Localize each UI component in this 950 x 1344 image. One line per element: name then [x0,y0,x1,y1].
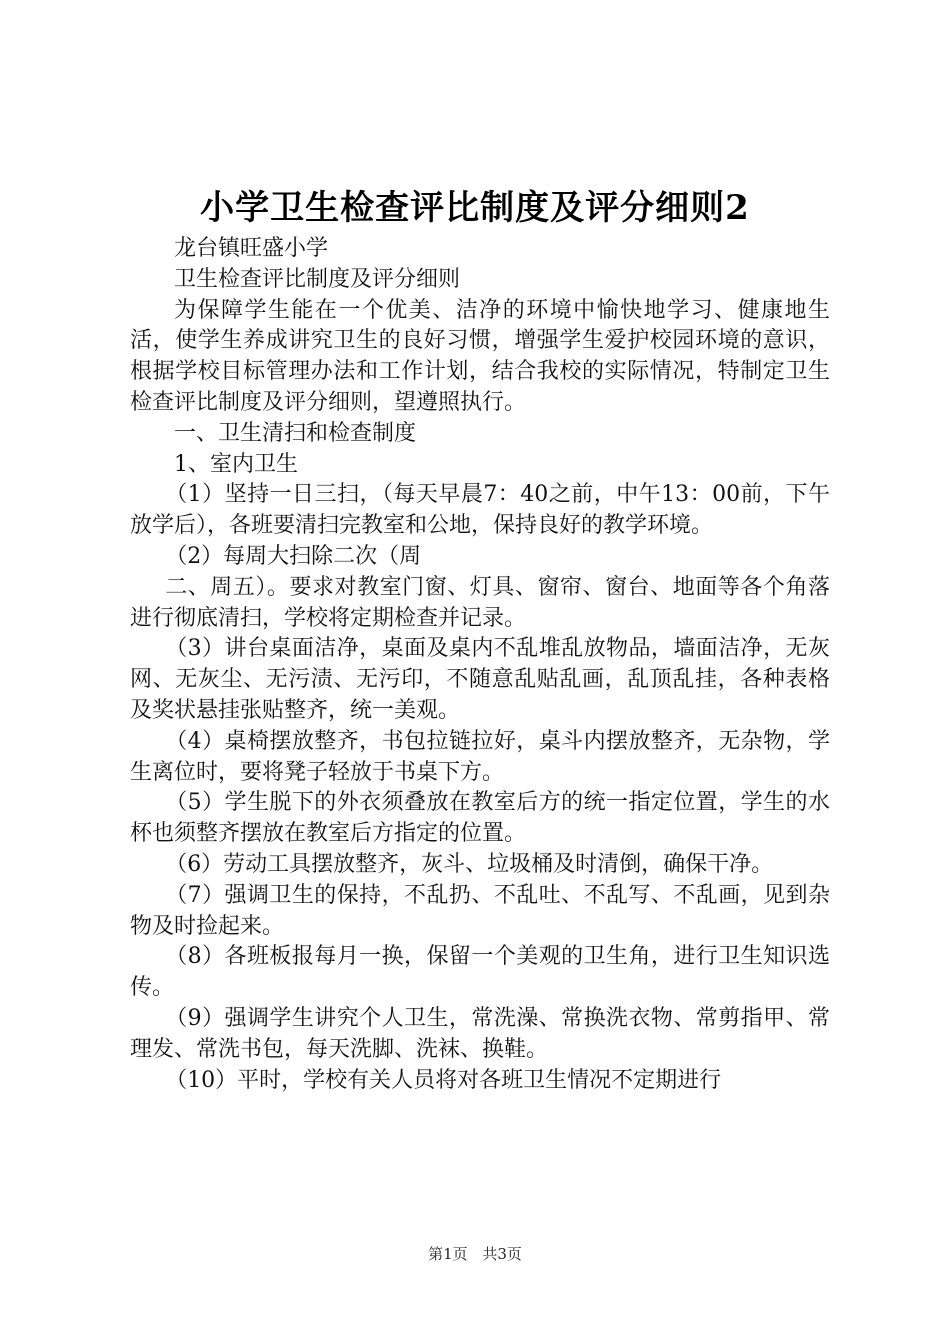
page-number: 第1页 [428,1245,468,1263]
document-body [130,234,830,1096]
rule-item-4: （4）桌椅摆放整齐，书包拉链拉好，桌斗内摆放整齐，无杂物，学生离位时，要将凳子轻放于书桌下方。 [130,728,830,785]
rule-item-2: （2）每周大扫除二次（周 [165,543,422,569]
document-title: 小学卫生检查评比制度及评分细则2 [200,188,750,228]
intro-paragraph: 为保障学生能在一个优美、洁净的环境中愉快地学习、健康地生活，使学生养成讲究卫生的良好习惯，增强学生爱护校园环境的意识，根据学校目标管理办法和工作计划，结合我校的实际情况，特制定卫生检查评比制度及评分细则，望遵照执行。 [130,297,830,415]
rule-item-6: （6）劳动工具摆放整齐，灰斗、垃圾桶及时清倒，确保干净。 [165,851,774,877]
subsection-heading: 1、室内卫生 [174,451,298,477]
page-total: 共3页 [482,1245,522,1263]
subtitle: 卫生检查评比制度及评分细则 [174,266,461,292]
rule-item-9: （9）强调学生讲究个人卫生，常洗澡、常换洗衣物、常剪指甲、常理发、常洗书包，每天洗脚、洗袜、换鞋。 [130,1005,830,1062]
school-name: 龙台镇旺盛小学 [174,236,329,261]
rule-item-3: （3）讲台桌面洁净，桌面及桌内不乱堆乱放物品，墙面洁净，无灰网、无灰尘、无污渍、无污印，不随意乱贴乱画，乱顶乱挂，各种表格及奖状悬挂张贴整齐，统一美观。 [130,636,830,723]
rule-item-8: （8）各班板报每月一换，保留一个美观的卫生角，进行卫生知识选传。 [130,944,830,1001]
page-footer [0,1243,950,1265]
rule-item-2-continued: 二、周五）。要求对教室门窗、灯具、窗帘、窗台、地面等各个角落进行彻底清扫，学校将定期检查并记录。 [130,574,830,631]
section-heading: 一、卫生清扫和检查制度 [174,420,417,446]
rule-item-5: （5）学生脱下的外衣须叠放在教室后方的统一指定位置，学生的水杯也须整齐摆放在教室后方指定的位置。 [130,790,830,847]
rule-item-1: （1）坚持一日三扫，（每天早晨7：40之前，中午13：00前，下午放学后），各班要清扫完教室和公地，保持良好的教学环境。 [130,482,830,539]
rule-item-10: （10）平时，学校有关人员将对各班卫生情况不定期进行 [165,1067,722,1093]
rule-item-7: （7）强调卫生的保持，不乱扔、不乱吐、不乱写、不乱画，见到杂物及时捡起来。 [130,882,830,939]
